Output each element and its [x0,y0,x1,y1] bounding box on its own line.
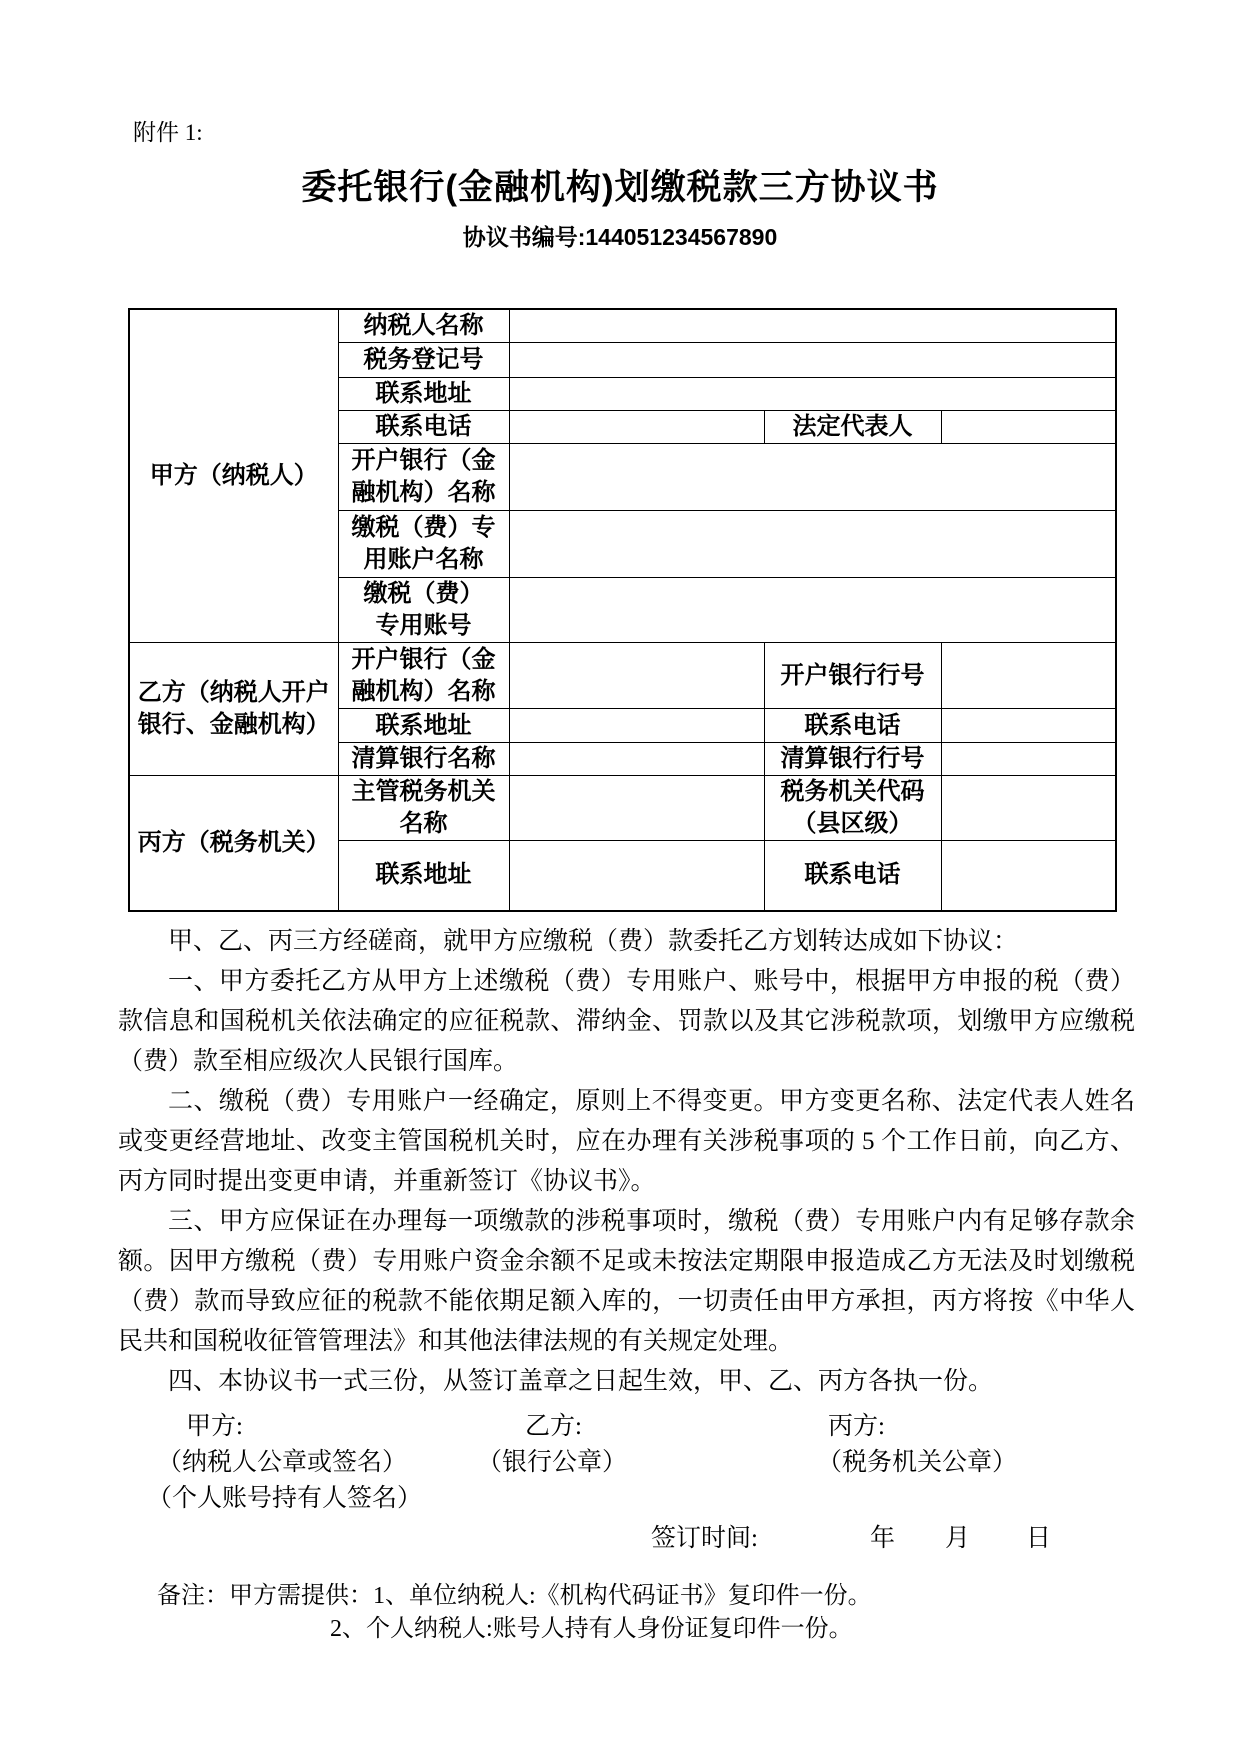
table-row [129,643,1116,709]
party-c-signature-label: 丙方: [828,1412,885,1440]
party-c-label: 丙方（税务机关） [129,776,338,911]
taxpayer-name-label: 纳税人名称 [338,309,509,343]
bank-branch-no-label: 开户银行行号 [764,643,941,709]
tax-registration-no-value-cell [509,343,1116,378]
attachment-label: 附件 1: [133,120,203,145]
legal-representative-label: 法定代表人 [764,411,941,444]
party-a-signature-label: 甲方: [186,1412,243,1440]
remarks-block [157,1580,1240,1646]
party-a-personal-sign-note: （个人账号持有人签名） [147,1484,423,1512]
clause-1: 一、甲方委托乙方从甲方上述缴税（费）专用账户、账号中，根据甲方申报的税（费）款信息和国税机关依法确定的应征税款、滞纳金、罚款以及其它涉税款项，划缴甲方应缴税（费）款至相应级次人民银行国库。 [118,967,1135,1075]
year-label: 年 [870,1524,896,1552]
table-row [129,309,1116,343]
tax-authority-name-value-cell [509,776,764,841]
page-title: 委托银行(金融机构)划缴税款三方协议书 [301,168,939,207]
party-b-phone-label: 联系电话 [764,709,941,743]
party-a-bank-name-value-cell [509,444,1116,511]
party-a-seal-note: （纳税人公章或签名） [157,1448,408,1476]
tax-account-no-value-cell [509,578,1116,643]
party-b-bank-name-value-cell [509,643,764,709]
clause-2: 二、缴税（费）专用账户一经确定，原则上不得变更。甲方变更名称、法定代表人姓名或变更经营地址、改变主管国税机关时，应在办理有关涉税事项的 5 个工作日前，向乙方、丙方同时提出变更申请，并重新签订《协议书》。 [118,1087,1135,1195]
taxpayer-name-value-cell [509,309,1116,343]
sign-date-label: 签订时间: [651,1524,758,1552]
clause-3: 三、甲方应保证在办理每一项缴款的涉税事项时，缴税（费）专用账户内有足够存款余额。因甲方缴税（费）专用账户资金余额不足或未按法定期限申报造成乙方无法及时划缴税（费）款而导致应征的税款不能依期足额入库的，一切责任由甲方承担，丙方将按《中华人民共和国税收征管管理法》和其他法律法规的有关规定处理。 [118,1207,1135,1355]
remark-line-1: 备注：甲方需提供：1、单位纳税人:《机构代码证书》复印件一份。 [157,1582,872,1609]
party-a-phone-value-cell [509,411,764,444]
clearing-bank-no-label: 清算银行行号 [764,743,941,776]
clearing-bank-no-value-cell [941,743,1116,776]
tax-registration-no-label: 税务登记号 [338,343,509,378]
preamble: 甲、乙、丙三方经磋商，就甲方应缴税（费）款委托乙方划转达成如下协议： [168,927,1019,955]
tax-account-name-value-cell [509,511,1116,578]
party-a-phone-label: 联系电话 [338,411,509,444]
party-a-bank-name-label: 开户银行（金 融机构）名称 [338,444,509,511]
signature-block [118,1402,1135,1554]
party-a-address-label: 联系地址 [338,378,509,411]
remark-line-2: 2、个人纳税人:账号人持有人身份证复印件一份。 [330,1615,853,1642]
bank-branch-no-value-cell [941,643,1116,709]
party-c-seal-note: （税务机关公章） [817,1448,1018,1476]
agreement-body [118,922,1135,1402]
table-row [129,776,1116,841]
party-b-address-value-cell [509,709,764,743]
clearing-bank-name-value-cell [509,743,764,776]
month-label: 月 [945,1524,971,1552]
party-c-address-label: 联系地址 [338,841,509,911]
party-b-signature-label: 乙方: [525,1412,582,1440]
party-b-seal-note: （银行公章） [477,1448,628,1476]
party-c-address-value-cell [509,841,764,911]
day-label: 日 [1026,1524,1052,1552]
party-a-address-value-cell [509,378,1116,411]
party-b-bank-name-label: 开户银行（金 融机构）名称 [338,643,509,709]
party-a-label: 甲方（纳税人） [129,309,338,643]
party-b-address-label: 联系地址 [338,709,509,743]
clause-4: 四、本协议书一式三份，从签订盖章之日起生效，甲、乙、丙方各执一份。 [168,1367,994,1395]
tax-account-name-label: 缴税（费）专 用账户名称 [338,511,509,578]
party-b-phone-value-cell [941,709,1116,743]
legal-representative-value-cell [941,411,1116,444]
tax-authority-code-label: 税务机关代码 （县区级） [764,776,941,841]
tax-authority-name-label: 主管税务机关 名称 [338,776,509,841]
party-c-phone-label: 联系电话 [764,841,941,911]
clearing-bank-name-label: 清算银行名称 [338,743,509,776]
tripartite-info-table [128,308,1117,912]
tax-authority-code-value-cell [941,776,1116,841]
party-c-phone-value-cell [941,841,1116,911]
party-b-label: 乙方（纳税人开户 银行、金融机构） [129,643,338,776]
agreement-number: 协议书编号:144051234567890 [462,224,778,250]
tax-account-no-label: 缴税（费） 专用账号 [338,578,509,643]
